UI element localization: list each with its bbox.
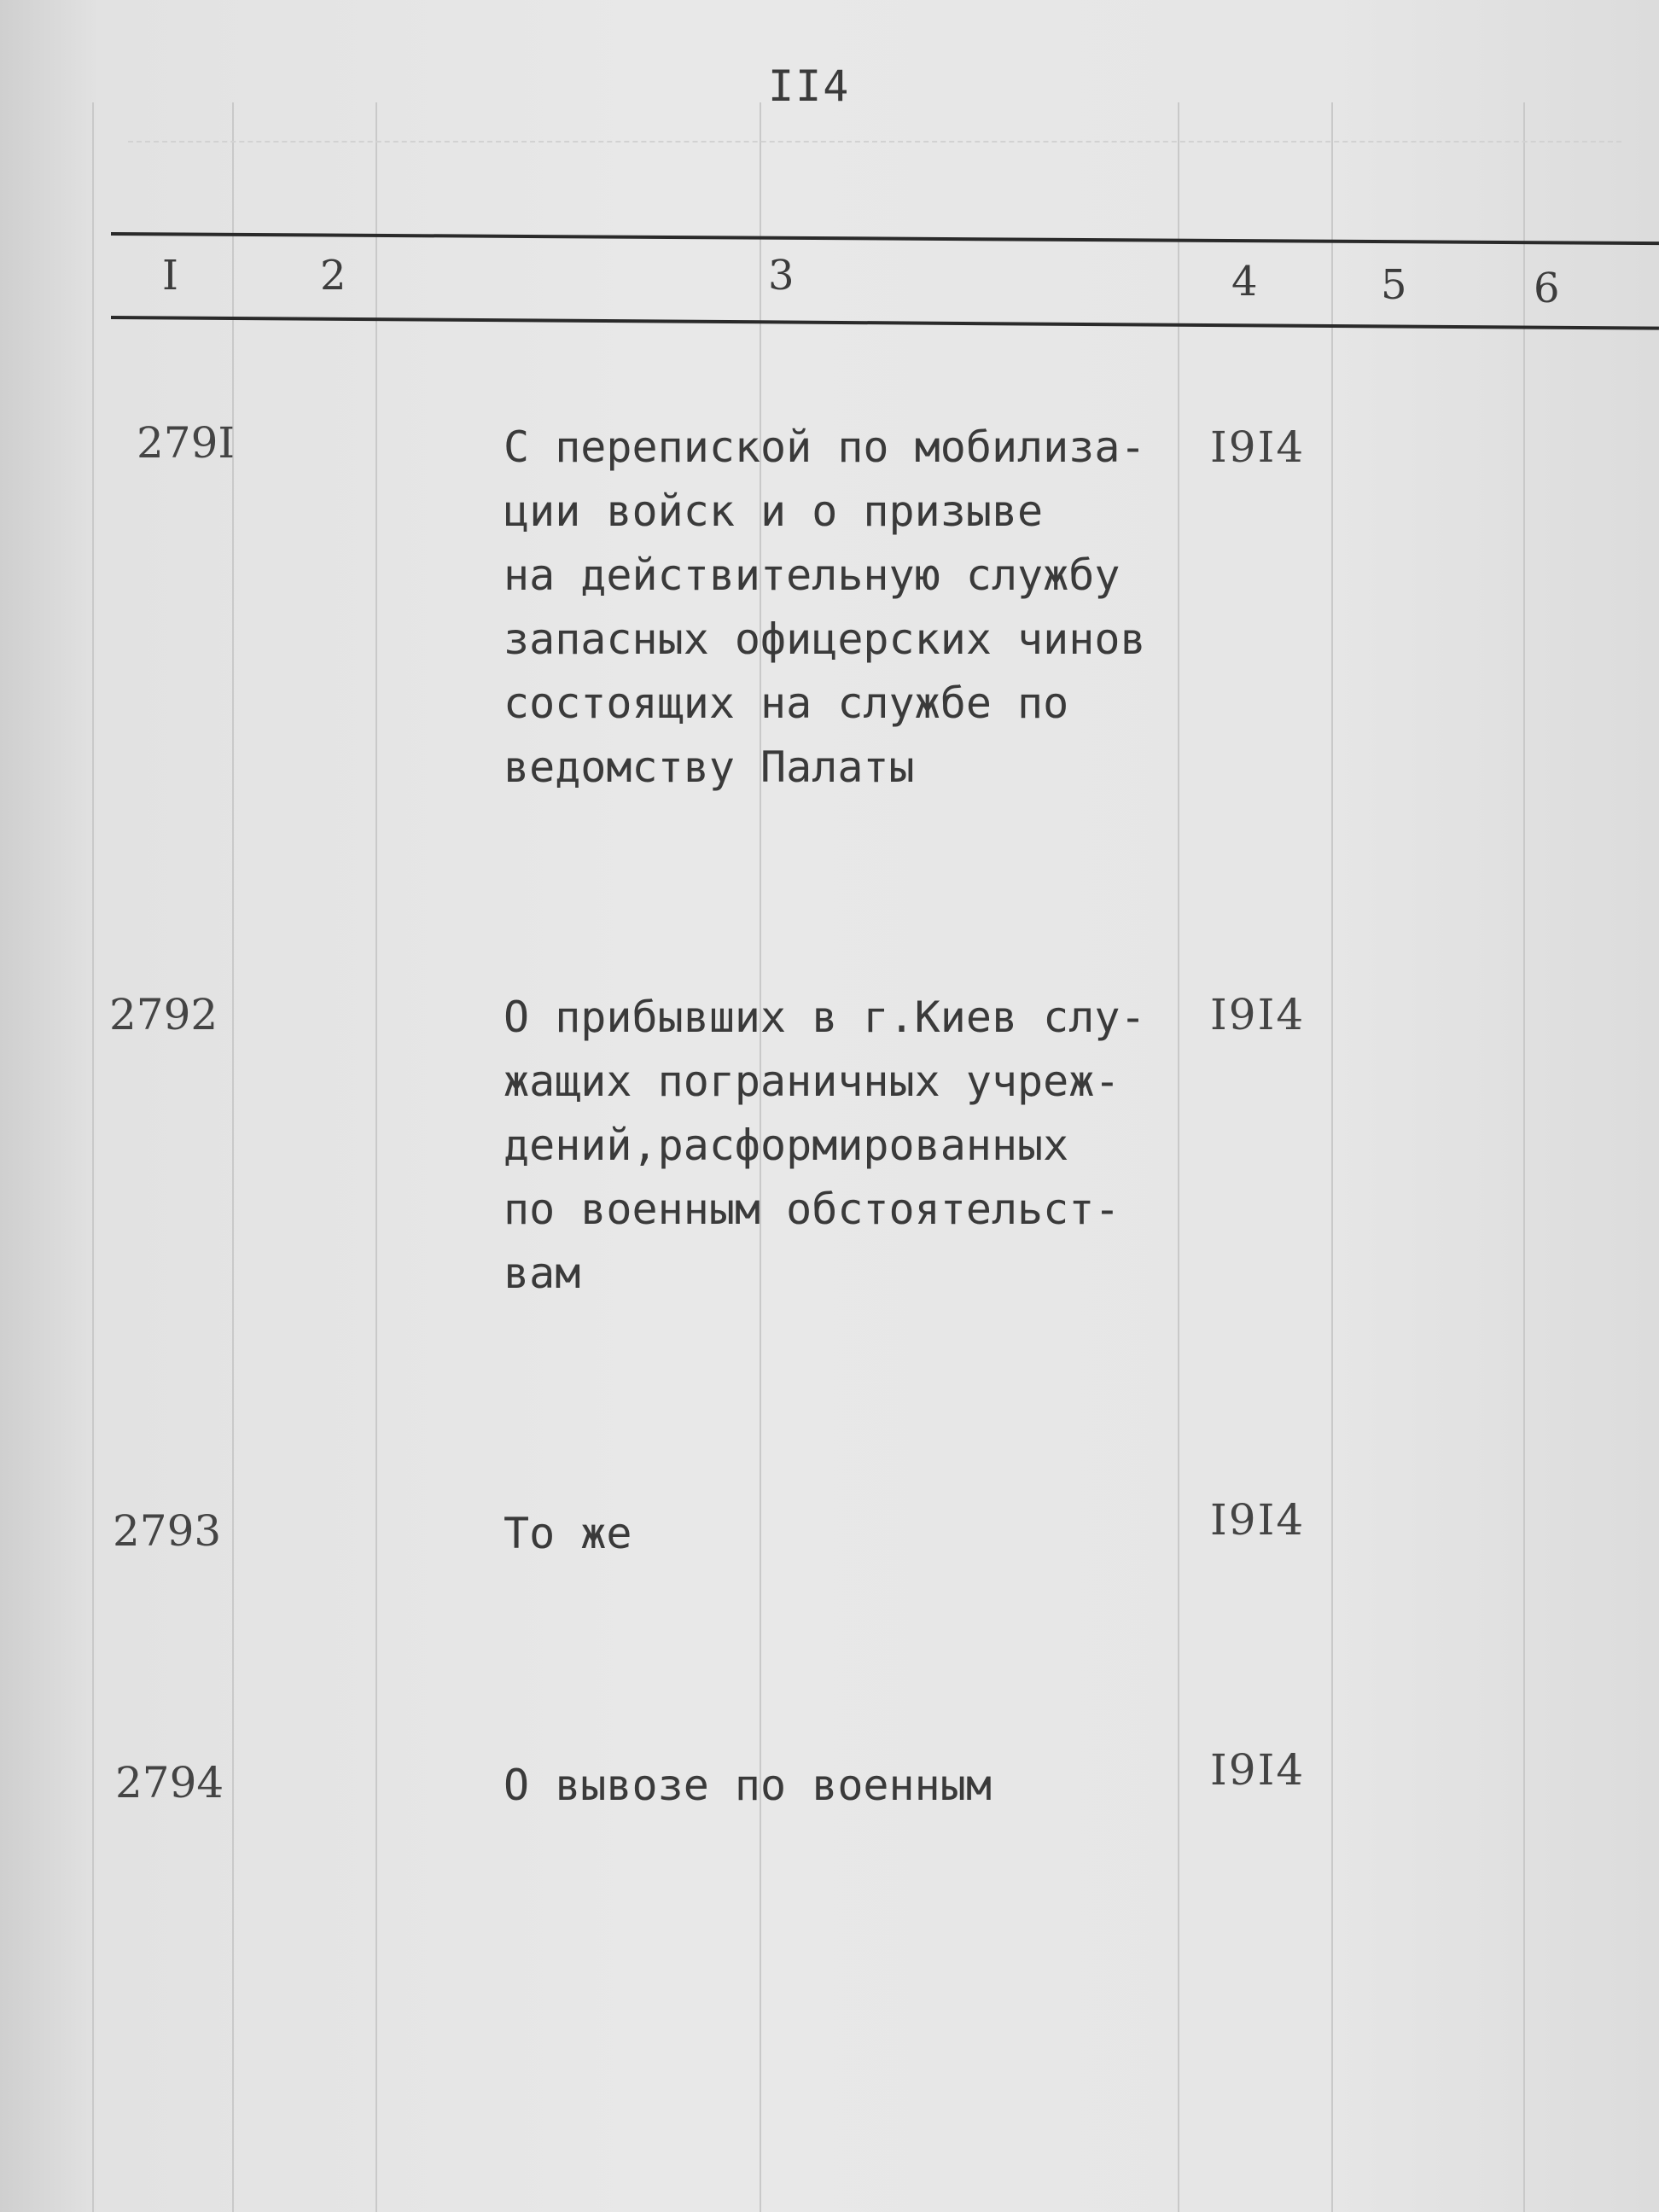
description-line: на действительную службу	[504, 550, 1121, 600]
description-line: То же	[504, 1509, 632, 1558]
row-number: 279I	[137, 418, 236, 468]
description-line: ции войск и о призыве	[504, 486, 1044, 536]
description-line: вам	[504, 1249, 581, 1298]
row-year: I9I4	[1210, 422, 1306, 472]
description-line: запасных офицерских чинов	[504, 614, 1146, 664]
page-number: II4	[768, 61, 851, 111]
row-description	[504, 1502, 632, 1566]
row-number: 2793	[113, 1506, 222, 1556]
description-line: О прибывших в г.Киев слу-	[504, 992, 1146, 1042]
description-line: дений,расформированных	[504, 1121, 1069, 1170]
column-header-6: 6	[1534, 265, 1560, 312]
row-year: I9I4	[1210, 990, 1306, 1039]
description-line: жащих пограничных учреж-	[504, 1057, 1121, 1106]
description-line: С перепиской по мобилиза-	[504, 422, 1146, 472]
column-divider	[92, 102, 94, 2212]
column-header-4: 4	[1231, 258, 1258, 306]
row-year: I9I4	[1210, 1745, 1306, 1795]
description-line: О вывозе по военным	[504, 1761, 992, 1810]
column-divider	[1178, 102, 1179, 2212]
column-header-3: 3	[768, 252, 795, 300]
description-line: состоящих на службе по	[504, 678, 1069, 728]
column-divider	[1331, 102, 1333, 2212]
column-header-5: 5	[1381, 261, 1407, 309]
row-number: 2794	[115, 1758, 224, 1807]
row-description	[504, 416, 1146, 800]
row-description	[504, 986, 1146, 1306]
column-header-2: 2	[320, 252, 346, 300]
column-header-1: I	[162, 252, 178, 300]
row-number: 2792	[109, 990, 218, 1039]
row-description	[504, 1754, 992, 1818]
column-divider	[1523, 102, 1525, 2212]
row-year: I9I4	[1210, 1495, 1306, 1545]
header-rule-bottom	[111, 316, 1659, 330]
faint-ruling	[128, 141, 1621, 143]
header-rule-top	[111, 232, 1659, 245]
description-line: по военным обстоятельст-	[504, 1185, 1121, 1234]
column-divider	[375, 102, 377, 2212]
description-line: ведомству Палаты	[504, 742, 915, 792]
